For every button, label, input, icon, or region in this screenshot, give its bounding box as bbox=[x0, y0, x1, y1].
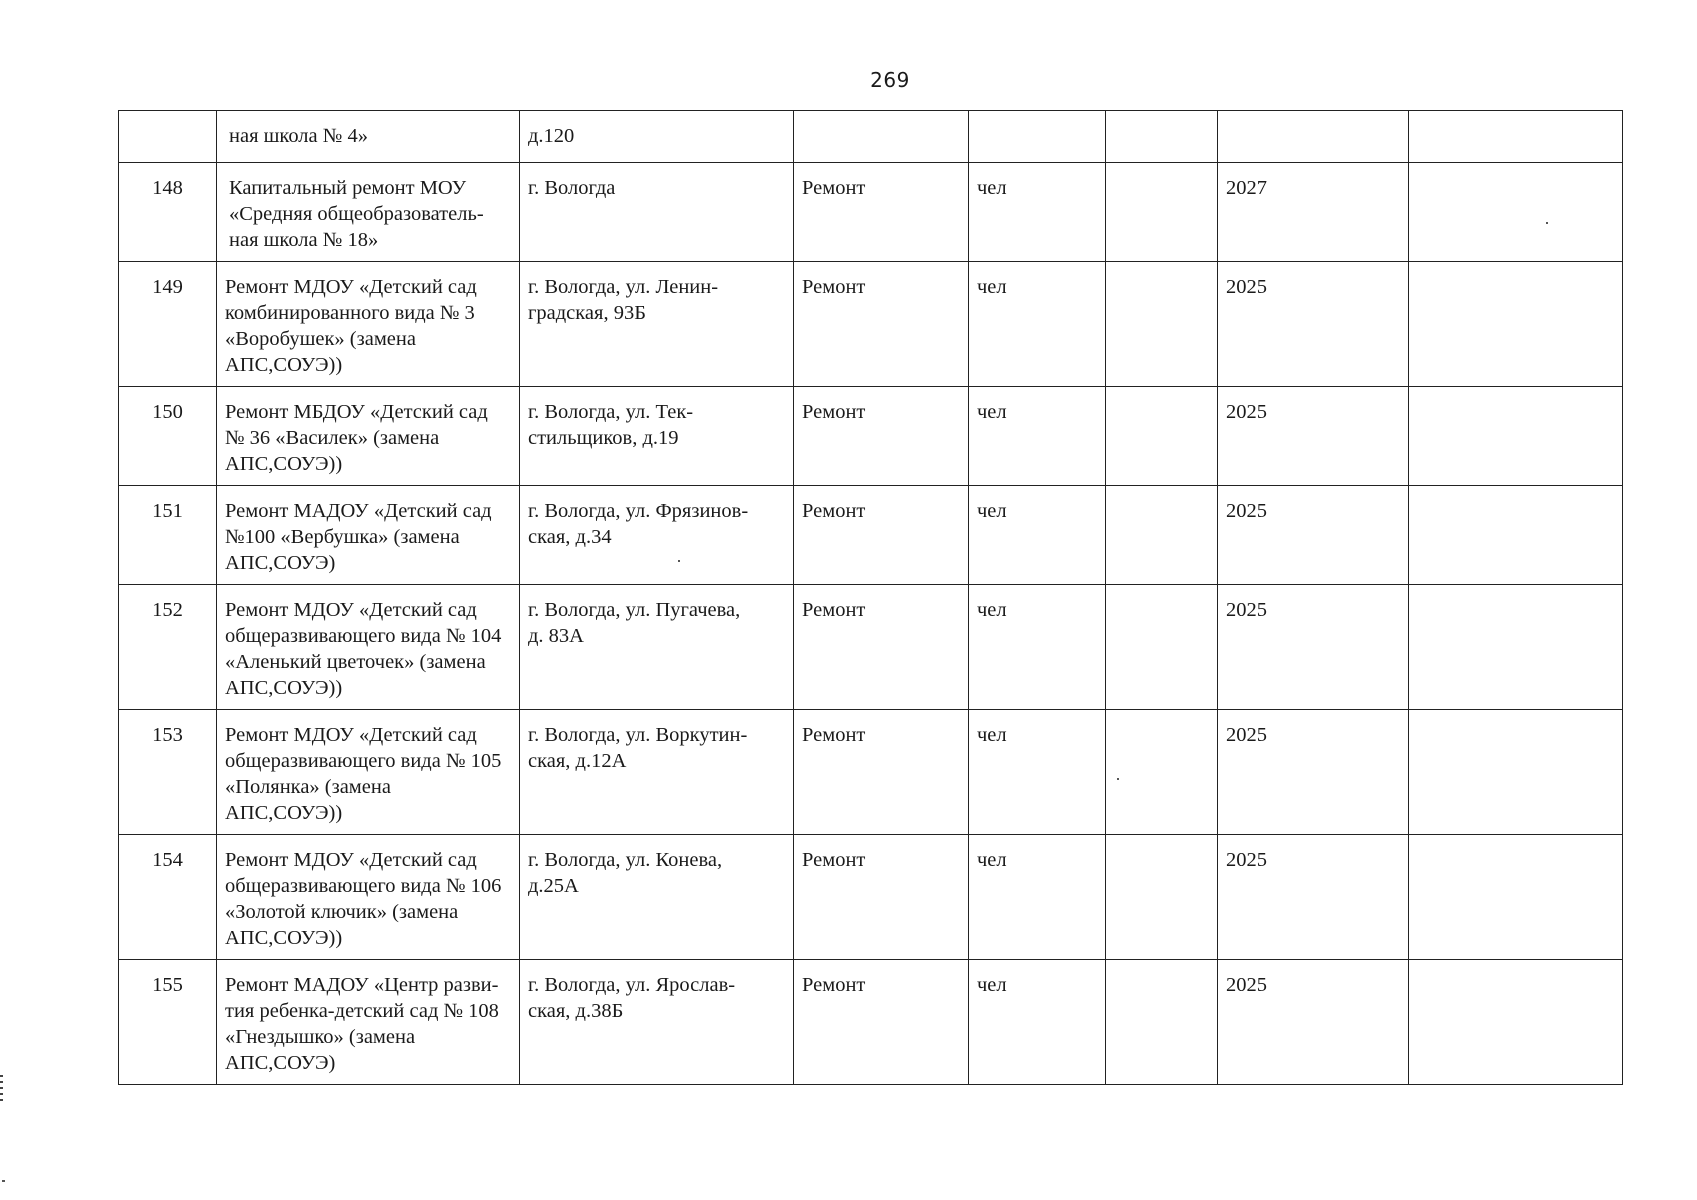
object-name-cell-line: № 36 «Василек» (замена bbox=[225, 427, 440, 449]
address-cell bbox=[520, 262, 794, 387]
row-number-cell: 154 bbox=[119, 835, 217, 960]
address-cell bbox=[520, 585, 794, 710]
address-cell-line: д.25А bbox=[528, 875, 579, 897]
year-cell: 2025 bbox=[1218, 710, 1409, 835]
object-name-cell-line: «Средняя общеобразователь- bbox=[229, 203, 484, 225]
address-cell bbox=[520, 960, 794, 1085]
object-name-cell bbox=[217, 960, 520, 1085]
year-cell: 2025 bbox=[1218, 835, 1409, 960]
object-name-cell-line: «Полянка» (замена bbox=[225, 776, 391, 798]
object-name-cell-line: Ремонт МДОУ «Детский сад bbox=[225, 849, 477, 871]
object-name-cell-line: ная школа № 4» bbox=[229, 125, 368, 147]
value-cell bbox=[1106, 585, 1218, 710]
address-cell-line: ская, д.12А bbox=[528, 750, 627, 772]
year-cell: 2027 bbox=[1218, 163, 1409, 262]
row-number-cell: 148 bbox=[119, 163, 217, 262]
object-name-cell-line: комбинированного вида № 3 bbox=[225, 302, 475, 324]
object-name-cell-line: Ремонт МАДОУ «Центр разви- bbox=[225, 974, 499, 996]
table-row bbox=[119, 960, 1623, 1085]
object-name-cell-line: общеразвивающего вида № 106 bbox=[225, 875, 502, 897]
work-type-cell: Ремонт bbox=[794, 262, 969, 387]
work-type-cell: Ремонт bbox=[794, 835, 969, 960]
object-name-cell-line: Ремонт МАДОУ «Детский сад bbox=[225, 500, 492, 522]
unit-cell: чел bbox=[969, 710, 1106, 835]
object-name-cell-line: «Аленький цветочек» (замена bbox=[225, 651, 486, 673]
note-cell bbox=[1409, 486, 1623, 585]
address-cell-line: д. 83А bbox=[528, 625, 584, 647]
unit-cell: чел bbox=[969, 262, 1106, 387]
object-name-cell-line: №100 «Вербушка» (замена bbox=[225, 526, 460, 548]
object-name-cell-line: АПС,СОУЭ)) bbox=[225, 354, 343, 376]
row-number-cell: 150 bbox=[119, 387, 217, 486]
note-cell bbox=[1409, 710, 1623, 835]
work-type-cell: Ремонт bbox=[794, 486, 969, 585]
address-cell-line: г. Вологда, ул. Ленин- bbox=[528, 276, 719, 298]
document-table bbox=[118, 110, 1623, 1085]
unit-cell: чел bbox=[969, 387, 1106, 486]
object-name-cell-line: «Золотой ключик» (замена bbox=[225, 901, 459, 923]
work-type-cell: Ремонт bbox=[794, 163, 969, 262]
year-cell: 2025 bbox=[1218, 486, 1409, 585]
unit-cell bbox=[969, 111, 1106, 163]
address-cell-line: д.120 bbox=[528, 125, 575, 147]
address-cell-line: г. Вологда, ул. Фрязинов- bbox=[528, 500, 749, 522]
page-number: 269 bbox=[870, 68, 910, 92]
note-cell bbox=[1409, 960, 1623, 1085]
table-body bbox=[119, 111, 1623, 1085]
row-number-cell: 151 bbox=[119, 486, 217, 585]
row-number-cell: 152 bbox=[119, 585, 217, 710]
unit-cell: чел bbox=[969, 163, 1106, 262]
row-number-cell: 153 bbox=[119, 710, 217, 835]
value-cell bbox=[1106, 387, 1218, 486]
object-name-cell-line: Ремонт МДОУ «Детский сад bbox=[225, 599, 477, 621]
unit-cell: чел bbox=[969, 835, 1106, 960]
object-name-cell-line: общеразвивающего вида № 105 bbox=[225, 750, 502, 772]
object-name-cell-line: «Гнездышко» (замена bbox=[225, 1026, 416, 1048]
table-row bbox=[119, 585, 1623, 710]
note-cell bbox=[1409, 163, 1623, 262]
table-row bbox=[119, 387, 1623, 486]
work-type-cell: Ремонт bbox=[794, 585, 969, 710]
object-name-cell-line: АПС,СОУЭ)) bbox=[225, 677, 343, 699]
table-row bbox=[119, 262, 1623, 387]
row-number-cell bbox=[119, 111, 217, 163]
object-name-cell-line: Ремонт МДОУ «Детский сад bbox=[225, 276, 477, 298]
address-cell-line: г. Вологда bbox=[528, 177, 616, 199]
object-name-cell bbox=[217, 262, 520, 387]
address-cell-line: г. Вологда, ул. Пугачева, bbox=[528, 599, 741, 621]
address-cell-line: г. Вологда, ул. Конева, bbox=[528, 849, 723, 871]
object-name-cell-line: Ремонт МБДОУ «Детский сад bbox=[225, 401, 488, 423]
address-cell-line: градская, 93Б bbox=[528, 302, 646, 324]
value-cell bbox=[1106, 710, 1218, 835]
address-cell bbox=[520, 111, 794, 163]
value-cell bbox=[1106, 835, 1218, 960]
margin-mark bbox=[0, 1075, 3, 1101]
value-cell bbox=[1106, 486, 1218, 585]
value-cell bbox=[1106, 163, 1218, 262]
table-row bbox=[119, 710, 1623, 835]
work-type-cell: Ремонт bbox=[794, 710, 969, 835]
object-name-cell-line: общеразвивающего вида № 104 bbox=[225, 625, 502, 647]
object-name-cell bbox=[217, 486, 520, 585]
object-name-cell bbox=[217, 835, 520, 960]
address-cell-line: г. Вологда, ул. Тек- bbox=[528, 401, 694, 423]
table-row bbox=[119, 111, 1623, 163]
scan-speck bbox=[678, 560, 680, 562]
address-cell bbox=[520, 835, 794, 960]
unit-cell: чел bbox=[969, 486, 1106, 585]
year-cell: 2025 bbox=[1218, 387, 1409, 486]
address-cell bbox=[520, 486, 794, 585]
year-cell: 2025 bbox=[1218, 585, 1409, 710]
address-cell bbox=[520, 710, 794, 835]
note-cell bbox=[1409, 387, 1623, 486]
work-type-cell bbox=[794, 111, 969, 163]
value-cell bbox=[1106, 262, 1218, 387]
year-cell bbox=[1218, 111, 1409, 163]
object-name-cell-line: АПС,СОУЭ) bbox=[225, 1052, 336, 1074]
work-type-cell: Ремонт bbox=[794, 960, 969, 1085]
row-number-cell: 149 bbox=[119, 262, 217, 387]
object-name-cell bbox=[217, 387, 520, 486]
address-cell-line: стильщиков, д.19 bbox=[528, 427, 679, 449]
address-cell-line: ская, д.38Б bbox=[528, 1000, 624, 1022]
value-cell bbox=[1106, 111, 1218, 163]
scan-speck bbox=[1117, 778, 1119, 780]
note-cell bbox=[1409, 585, 1623, 710]
address-cell-line: ская, д.34 bbox=[528, 526, 612, 548]
scan-speck bbox=[1546, 222, 1548, 224]
value-cell bbox=[1106, 960, 1218, 1085]
object-name-cell-line: АПС,СОУЭ) bbox=[225, 552, 336, 574]
object-name-cell bbox=[217, 710, 520, 835]
object-name-cell bbox=[217, 585, 520, 710]
note-cell bbox=[1409, 835, 1623, 960]
year-cell: 2025 bbox=[1218, 262, 1409, 387]
year-cell: 2025 bbox=[1218, 960, 1409, 1085]
address-cell bbox=[520, 163, 794, 262]
object-name-cell-line: АПС,СОУЭ)) bbox=[225, 927, 343, 949]
unit-cell: чел bbox=[969, 585, 1106, 710]
table-row bbox=[119, 163, 1623, 262]
object-name-cell-line: Ремонт МДОУ «Детский сад bbox=[225, 724, 477, 746]
address-cell-line: г. Вологда, ул. Воркутин- bbox=[528, 724, 748, 746]
table-row bbox=[119, 835, 1623, 960]
note-cell bbox=[1409, 111, 1623, 163]
scan-speck bbox=[2, 1180, 5, 1182]
object-name-cell bbox=[217, 111, 520, 163]
address-cell bbox=[520, 387, 794, 486]
object-name-cell bbox=[217, 163, 520, 262]
object-name-cell-line: тия ребенка-детский сад № 108 bbox=[225, 1000, 499, 1022]
note-cell bbox=[1409, 262, 1623, 387]
address-cell-line: г. Вологда, ул. Ярослав- bbox=[528, 974, 736, 996]
work-type-cell: Ремонт bbox=[794, 387, 969, 486]
row-number-cell: 155 bbox=[119, 960, 217, 1085]
object-name-cell-line: АПС,СОУЭ)) bbox=[225, 453, 343, 475]
object-name-cell-line: ная школа № 18» bbox=[229, 229, 379, 251]
object-name-cell-line: АПС,СОУЭ)) bbox=[225, 802, 343, 824]
object-name-cell-line: «Воробушек» (замена bbox=[225, 328, 416, 350]
object-name-cell-line: Капитальный ремонт МОУ bbox=[229, 177, 467, 199]
table-row bbox=[119, 486, 1623, 585]
unit-cell: чел bbox=[969, 960, 1106, 1085]
